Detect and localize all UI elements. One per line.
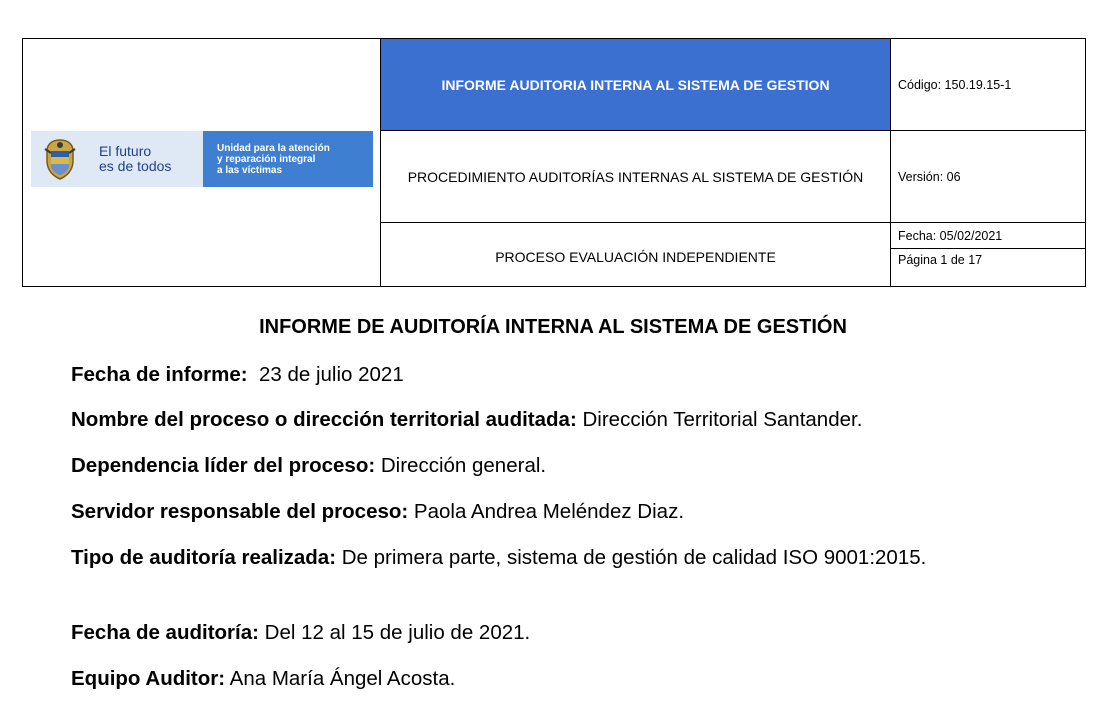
field-label: Tipo de auditoría realizada:: [71, 546, 337, 569]
field-process-name: [71, 406, 862, 433]
document-type-title: INFORME AUDITORIA INTERNA AL SISTEMA DE GESTION: [381, 39, 890, 131]
field-label: Fecha de auditoría:: [71, 621, 259, 644]
coat-of-arms-icon: [41, 137, 79, 181]
field-value: Dirección Territorial Santander.: [576, 408, 863, 431]
logo-entity-line1: Unidad para la atención: [217, 142, 330, 154]
field-audit-date: [71, 619, 530, 646]
report-title: INFORME DE AUDITORÍA INTERNA AL SISTEMA DE GESTIÓN: [259, 316, 847, 338]
page-number: Página 1 de 17: [898, 253, 983, 267]
field-label: Dependencia líder del proceso:: [71, 454, 376, 477]
logo-cell: [23, 39, 381, 286]
procedure-name: PROCEDIMIENTO AUDITORÍAS INTERNAS AL SISTEMA DE GESTIÓN: [381, 131, 890, 223]
field-lead-dependency: [71, 452, 546, 479]
field-value: Dirección general.: [375, 454, 547, 477]
field-label: Nombre del proceso o dirección territorial auditada:: [71, 408, 577, 431]
field-value: 23 de julio 2021: [247, 363, 404, 386]
document-header-table: [22, 38, 1086, 287]
logo-slogan-line1: El futuro: [99, 143, 152, 159]
logo-entity-line2: y reparación integral: [217, 153, 316, 165]
field-audit-team: [71, 665, 455, 692]
field-label: Servidor responsable del proceso:: [71, 500, 409, 523]
document-date: Fecha: 05/02/2021: [898, 228, 1003, 243]
header-metadata-column: [891, 39, 1085, 286]
field-label: Equipo Auditor:: [71, 667, 226, 690]
field-value: Ana María Ángel Acosta.: [225, 667, 456, 690]
field-value: Paola Andrea Meléndez Diaz.: [408, 500, 685, 523]
field-audit-type: [71, 544, 1034, 571]
entity-logo: [31, 131, 373, 187]
field-label: Fecha de informe:: [71, 363, 248, 386]
header-middle-column: [381, 39, 891, 286]
field-responsible-servant: [71, 498, 684, 525]
field-value: De primera parte, sistema de gestión de calidad ISO 9001:2015.: [336, 546, 927, 569]
process-name: PROCESO EVALUACIÓN INDEPENDIENTE: [495, 248, 776, 265]
field-value: Del 12 al 15 de julio de 2021.: [258, 621, 531, 644]
document-version: Versión: 06: [898, 169, 961, 184]
document-code: Código: 150.19.15-1: [898, 77, 1012, 92]
logo-entity-line3: a las víctimas: [217, 164, 283, 176]
field-report-date: [71, 361, 404, 388]
logo-slogan-line2: es de todos: [99, 158, 172, 174]
